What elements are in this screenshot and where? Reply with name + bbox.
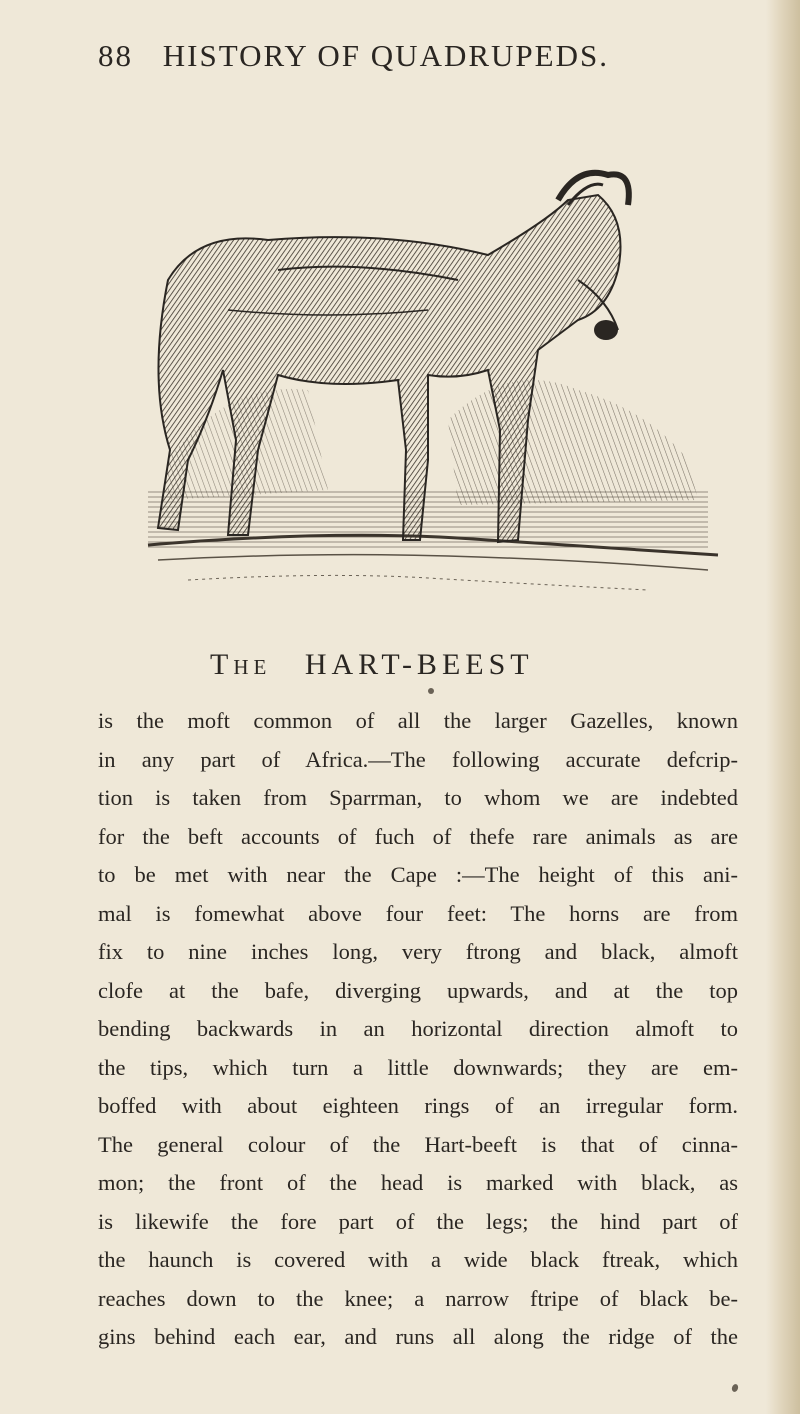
body-text [98, 702, 738, 1357]
footer-ink-mark [731, 1383, 739, 1393]
hartebeest-engraving-icon [128, 160, 728, 620]
text-line: boffed with about eighteen rings of an irregular form. [98, 1093, 738, 1118]
text-line: mon; the front of the head is marked with black, as [98, 1170, 738, 1195]
page-edge-shadow [766, 0, 800, 1414]
page-number: 88 [98, 38, 133, 73]
text-line: for the beft accounts of fuch of thefe rare animals as are [98, 823, 738, 849]
text-line: is likewife the fore part of the legs; the hind part of [98, 1208, 738, 1234]
ornament-dot [428, 688, 434, 694]
title-name: HART-BEEST [304, 648, 534, 681]
text-line: in any part of Africa.—The following accurate defcrip- [98, 746, 738, 772]
text-line: bending backwards in an horizontal direction almoft to [98, 1016, 738, 1041]
article-title [210, 648, 670, 682]
text-line: fix to nine inches long, very ftrong and black, almoft [98, 939, 738, 964]
text-line: is the moft common of all the larger Gazelles, known [98, 708, 738, 733]
text-line: tion is taken from Sparrman, to whom we are indebted [98, 785, 738, 810]
text-line: reaches down to the knee; a narrow ftripe of black be- [98, 1285, 738, 1311]
text-line: The general colour of the Hart-beeft is that of cinna- [98, 1131, 738, 1157]
text-line: mal is fomewhat above four feet: The horns are from [98, 900, 738, 926]
text-line: to be met with near the Cape :—The height of this ani- [98, 862, 738, 887]
text-line: the tips, which turn a little downwards; they are em- [98, 1054, 738, 1080]
text-line: clofe at the bafe, diverging upwards, and at the top [98, 977, 738, 1003]
text-line: gins behind each ear, and runs all along the ridge of the [98, 1324, 738, 1349]
running-title: HISTORY OF QUADRUPEDS. [162, 38, 609, 73]
title-article: The [210, 648, 272, 681]
text-line: the haunch is covered with a wide black ftreak, which [98, 1247, 738, 1272]
running-header [98, 38, 738, 74]
